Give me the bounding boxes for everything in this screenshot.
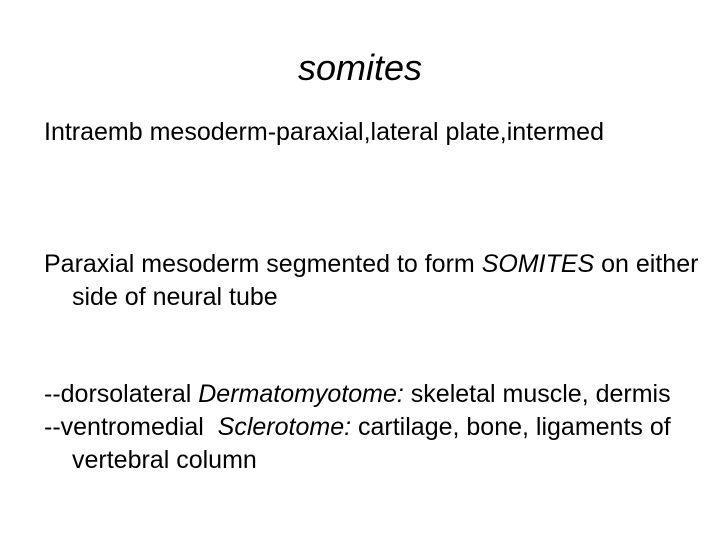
bullet-paraxial-mesoderm	[44, 248, 704, 314]
slide-title	[0, 44, 720, 92]
paragraph-emphasis-somites: SOMITES	[481, 250, 595, 278]
bullet-somite-derivatives	[44, 378, 704, 477]
paragraph-emphasis-dermatomyotome: Dermatomyotome:	[198, 380, 404, 408]
paragraph-emphasis-sclerotome: Sclerotome:	[217, 413, 352, 441]
paragraph-dermatomyotome	[44, 378, 704, 411]
bullet-intraembryonic-mesoderm	[44, 116, 704, 149]
paragraph-text-before: --dorsolateral	[44, 380, 199, 408]
paragraph-text-after: skeletal muscle, dermis	[403, 380, 671, 408]
slide-title-text: somites	[297, 47, 423, 88]
paragraph-text-before: Paraxial mesoderm segmented to form	[44, 250, 482, 278]
paragraph-text: Intraemb mesoderm-paraxial,lateral plate,intermed	[44, 118, 604, 146]
paragraph-text-after: on either side of neural tube	[72, 250, 699, 311]
paragraph-sclerotome	[44, 411, 704, 477]
paragraph-text	[44, 248, 704, 314]
paragraph-text-after: cartilage, bone, ligaments of vertebral column	[72, 413, 671, 474]
paragraph-text-before: --ventromedial	[44, 413, 218, 441]
